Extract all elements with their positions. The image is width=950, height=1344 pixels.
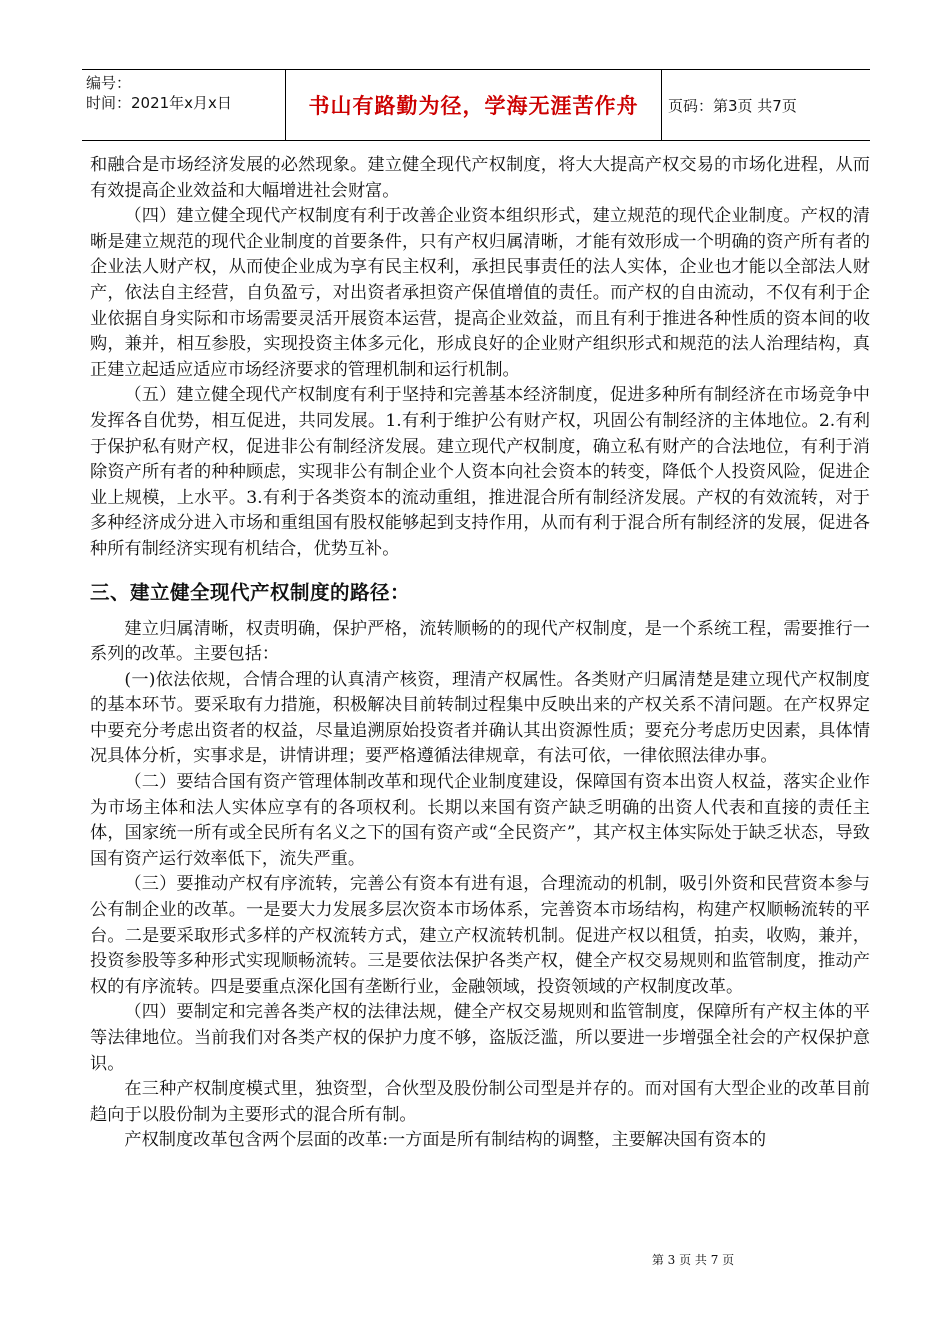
footer-page-number: 第 3 页 共 7 页 [651,1253,735,1267]
paragraph: （四）要制定和完善各类产权的法律法规，健全产权交易规则和监管制度，保障所有产权主体的平等法律地位。当前我们对各类产权的保护力度不够，盗版泛滥，所以要进一步增强全社会的产权保护意识。 [90,1002,870,1074]
paragraph: 产权制度改革包含两个层面的改革:一方面是所有制结构的调整，主要解决国有资本的 [124,1130,767,1151]
paragraph: （五）建立健全现代产权制度有利于坚持和完善基本经济制度，促进多种所有制经济在市场竞争中发挥各自优势，相互促进，共同发展。1.有利于维护公有财产权，巩固公有制经济的主体地位。2.有利于保护私有财产权，促进非公有制经济发展。建立现代产权制度，确立私有财产的合法地位，有利于消除资产所有者的种种顾虑，实现非公有制企业个人资本向社会资本的转变，降低个人投资风险，促进企业上规模，上水平。3.有利于各类资本的流动重组，推进混合所有制经济发展。产权的有效流转，对于多种经济成分进入市场和重组国有股权能够起到支持作用，从而有利于混合所有制经济的发展，促进各种所有制经济实现有机结合，优势互补。 [90,385,870,559]
header-meta-cell [82,70,286,140]
paragraph: 建立归属清晰，权责明确，保护严格，流转顺畅的的现代产权制度，是一个系统工程，需要推行一系列的改革。主要包括： [90,618,870,665]
document-body [90,153,870,1154]
paragraph: （四）建立健全现代产权制度有利于改善企业资本组织形式，建立规范的现代企业制度。产权的清晰是建立规范的现代企业制度的首要条件，只有产权归属清晰，才能有效形成一个明确的资产所有者的企业法人财产权，从而使企业成为享有民主权利，承担民事责任的法人实体，企业也才能以全部法人财产，依法自主经营，自负盈亏，对出资者承担资产保值增值的责任。而产权的自由流动，不仅有利于企业依据自身实际和市场需要灵活开展资本运营，提高企业效益，而且有利于推进各种性质的资本间的收购，兼并，相互参股，实现投资主体多元化，形成良好的企业财产组织形式和规范的法人治理结构，真正建立起适应适应市场经济要求的管理机制和运行机制。 [90,206,870,380]
paragraph: (一)依法依规，合情合理的认真清产核资，理清产权属性。各类财产归属清楚是建立现代产权制度的基本环节。要采取有力措施，积极解决目前转制过程集中反映出来的产权关系不清问题。在产权界定中要充分考虑出资者的权益，尽量追溯原始投资者并确认其出资源性质；要充分考虑历史因素，具体情况具体分析，实事求是，讲情讲理；要严格遵循法律规章，有法可依，一律依照法律办事。 [90,669,870,767]
document-number-label: 编号： [86,74,132,92]
header-page-info: 页码：第3页 共7页 [668,96,797,115]
paragraph: 在三种产权制度模式里，独资型，合伙型及股份制公司型是并存的。而对国有大型企业的改革目前趋向于以股份制为主要形式的混合所有制。 [90,1079,870,1125]
header-motto-cell [286,70,662,140]
section-heading: 三、建立健全现代产权制度的路径： [90,580,411,604]
paragraph: （三）要推动产权有序流转，完善公有资本有进有退，合理流动的机制，吸引外资和民营资本参与公有制企业的改革。一是要大力发展多层次资本市场体系，完善资本市场结构，构建产权顺畅流转的平台。二是要采取形式多样的产权流转方式，建立产权流转机制。促进产权以租赁，拍卖，收购，兼并，投资参股等多种形式实现顺畅流转。三是要依法保护各类产权，健全产权交易规则和监管制度，推动产权的有序流转。四是要重点深化国有垄断行业，金融领域，投资领域的产权制度改革。 [90,874,870,997]
header-page-cell [662,70,870,140]
page-header [82,69,870,141]
paragraph: （二）要结合国有资产管理体制改革和现代企业制度建设，保障国有资本出资人权益，落实企业作为市场主体和法人实体应享有的各项权利。长期以来国有资产缺乏明确的出资人代表和直接的责任主体，国家统一所有或全民所有名义之下的国有资产或“全民资产”，其产权主体实际处于缺乏状态，导致国有资产运行效率低下，流失严重。 [90,772,870,869]
paragraph: 和融合是市场经济发展的必然现象。建立健全现代产权制度，将大大提高产权交易的市场化进程，从而有效提高企业效益和大幅增进社会财富。 [90,155,870,201]
header-motto: 书山有路勤为径，学海无涯苦作舟 [308,94,639,118]
page-footer [0,1251,950,1268]
document-time-label: 时间：2021年x月x日 [86,94,232,112]
